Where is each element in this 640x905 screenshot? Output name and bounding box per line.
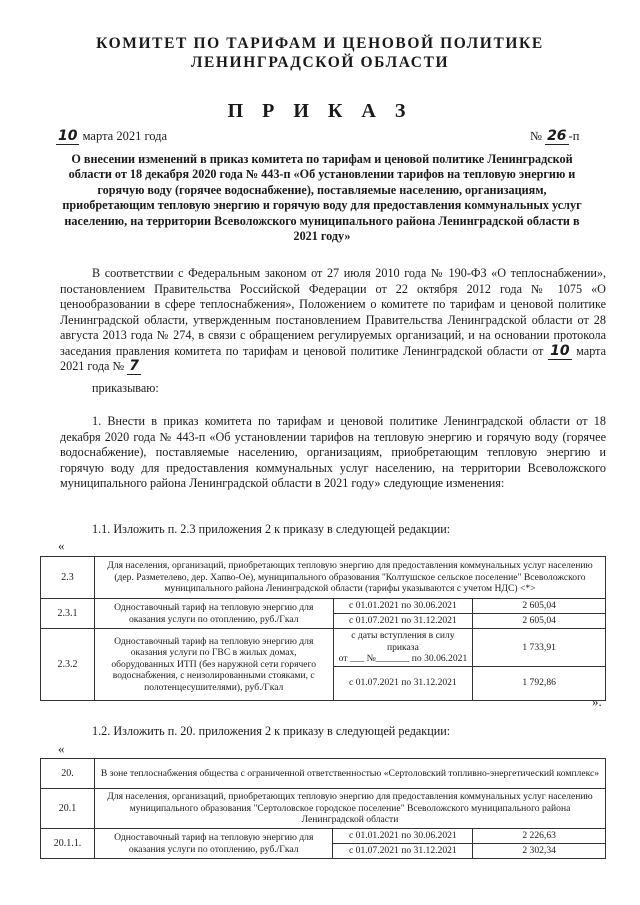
tariff-value: 2 226,63 (473, 829, 606, 844)
document-title: П Р И К А З (227, 100, 413, 122)
table-row (41, 557, 606, 599)
tariff-period: с 01.07.2021 по 31.12.2021 (333, 614, 473, 629)
tariff-value: 1 792,86 (473, 666, 606, 700)
table-row (41, 789, 606, 829)
quote-open-1: « (58, 538, 65, 553)
tariff-value: 2 605,04 (473, 599, 606, 614)
row-number: 20.1 (41, 789, 95, 829)
item-1: 1. Внести в приказ комитета по тарифам и ценовой политике Ленинградской области от 18 декабря 2020 года № 443-п «Об установлении тарифов на тепловую энергию и горячую воду (горячее водоснабжение), поставляемые населению, организациям, приобретающим тепловую энергию и горячую воду для предоставления коммунальных услуг населению, на территории Всеволожского муниципального района Ленинградской области в 2021 году» следующие изменения: (60, 414, 606, 490)
table-row (41, 599, 606, 614)
row-number: 20. (41, 759, 95, 789)
row-description: Для населения, организаций, приобретающих тепловую энергию для предоставления коммунальных услуг населению (дер. Разметелево, дер. Хапво-Ое), муниципального образования "Колтушское сельское поселение" Всеволожского муниципального района Ленинградской области (тарифы указываются с учетом НДС) <*> (94, 557, 605, 599)
row-description: Для населения, организаций, приобретающих тепловую энергию для предоставления коммунальных услуг населению муниципального образования "Сертоловское городское поселение" Всеволожского муниципального района Ленинградской области (94, 789, 605, 829)
preamble-paragraph (60, 266, 606, 375)
tariff-period: с 01.07.2021 по 31.12.2021 (333, 844, 473, 859)
item-1-1: 1.1. Изложить п. 2.3 приложения 2 к приказу в следующей редакции: (92, 522, 451, 536)
tariff-description: Одноставочный тариф на тепловую энергию для оказания услуги по отоплению, руб./Гкал (94, 599, 333, 629)
tariff-description: Одноставочный тариф на тепловую энергию для оказания услуги по ГВС в жилых домах, оборудованных ИТП (без наружной сети горячего водоснабжения, с неизолированными стояками, с полотенцесушителями), руб./Гкал (94, 629, 333, 701)
quote-close-1: ». (592, 694, 602, 709)
tariff-period (333, 629, 473, 667)
row-number: 2.3.1 (41, 599, 95, 629)
item-1-2: 1.2. Изложить п. 20. приложения 2 к приказу в следующей редакции: (92, 724, 451, 738)
preamble-text: В соответствии с Федеральным законом от 27 июля 2010 года № 190-ФЗ «О теплоснабжении», постановлением Правительства Российской Федерации от 22 октября 2012 года № 1075 «О ценообразовании в сфере теплоснабжения», Положением о комитете по тарифам и ценовой политике Ленинградской области, утвержденным постановлением Правительства Ленинградской области от 28 августа 2013 года № 274, в связи с обращением регулируемых организаций, и на основании протокола заседания правления комитета по тарифам и ценовой политике Ленинградской области от (60, 266, 606, 358)
order-date-day: 10 (58, 128, 78, 144)
order-number-suffix: -п (568, 129, 580, 143)
tariff-table-2-3 (40, 556, 606, 701)
prikazyvayu: приказываю: (92, 381, 159, 395)
order-subject: О внесении изменений в приказ комитета по тарифам и ценовой политике Ленинградской области от 18 декабря 2020 года № 443-п «Об установлении тарифов на тепловую энергию и горячую воду (горячее водоснабжение), поставляемые населению, организациям, приобретающим тепловую энергию и горячую воду для предоставления коммунальных услуг населению, на территории Всеволожского муниципального района Ленинградской области в 2021 году» (62, 152, 582, 244)
row-number: 2.3.2 (41, 629, 95, 701)
row-description: В зоне теплоснабжения общества с ограниченной ответственностью «Сертоловский топливно-энергетический комплекс» (94, 759, 605, 789)
tariff-value: 1 733,91 (473, 629, 606, 667)
tariff-period: с 01.07.2021 по 31.12.2021 (333, 666, 473, 700)
order-number-value: 26 (547, 128, 567, 144)
row-number: 20.1.1. (41, 829, 95, 859)
tariff-period-line2: от ___ №_______ по 30.06.2021 (338, 653, 468, 664)
tariff-period: с 01.01.2021 по 30.06.2021 (333, 599, 473, 614)
quote-open-2: « (58, 741, 65, 756)
tariff-description: Одноставочный тариф на тепловую энергию для оказания услуги по отоплению, руб./Гкал (94, 829, 333, 859)
tariff-value: 2 605,04 (473, 614, 606, 629)
protocol-date-day: 10 (550, 342, 570, 359)
table-row (41, 829, 606, 844)
order-number-prefix: № (530, 129, 542, 143)
committee-header-line2: ЛЕНИНГРАДСКОЙ ОБЛАСТИ (190, 54, 450, 71)
tariff-period-line1: с даты вступления в силу приказа (351, 630, 455, 653)
committee-header-line1: КОМИТЕТ ПО ТАРИФАМ И ЦЕНОВОЙ ПОЛИТИКЕ (96, 35, 544, 52)
tariff-value: 2 302,34 (473, 844, 606, 859)
order-number (530, 128, 579, 144)
order-date-rest: марта 2021 года (82, 129, 168, 143)
protocol-date-rest: марта 2021 года № (60, 343, 607, 373)
row-number: 2.3 (41, 557, 95, 599)
protocol-number: 7 (129, 358, 139, 374)
table-row (41, 759, 606, 789)
tariff-period: с 01.01.2021 по 30.06.2021 (333, 829, 473, 844)
order-date (56, 128, 167, 144)
tariff-table-20 (40, 758, 606, 859)
table-row (41, 629, 606, 667)
